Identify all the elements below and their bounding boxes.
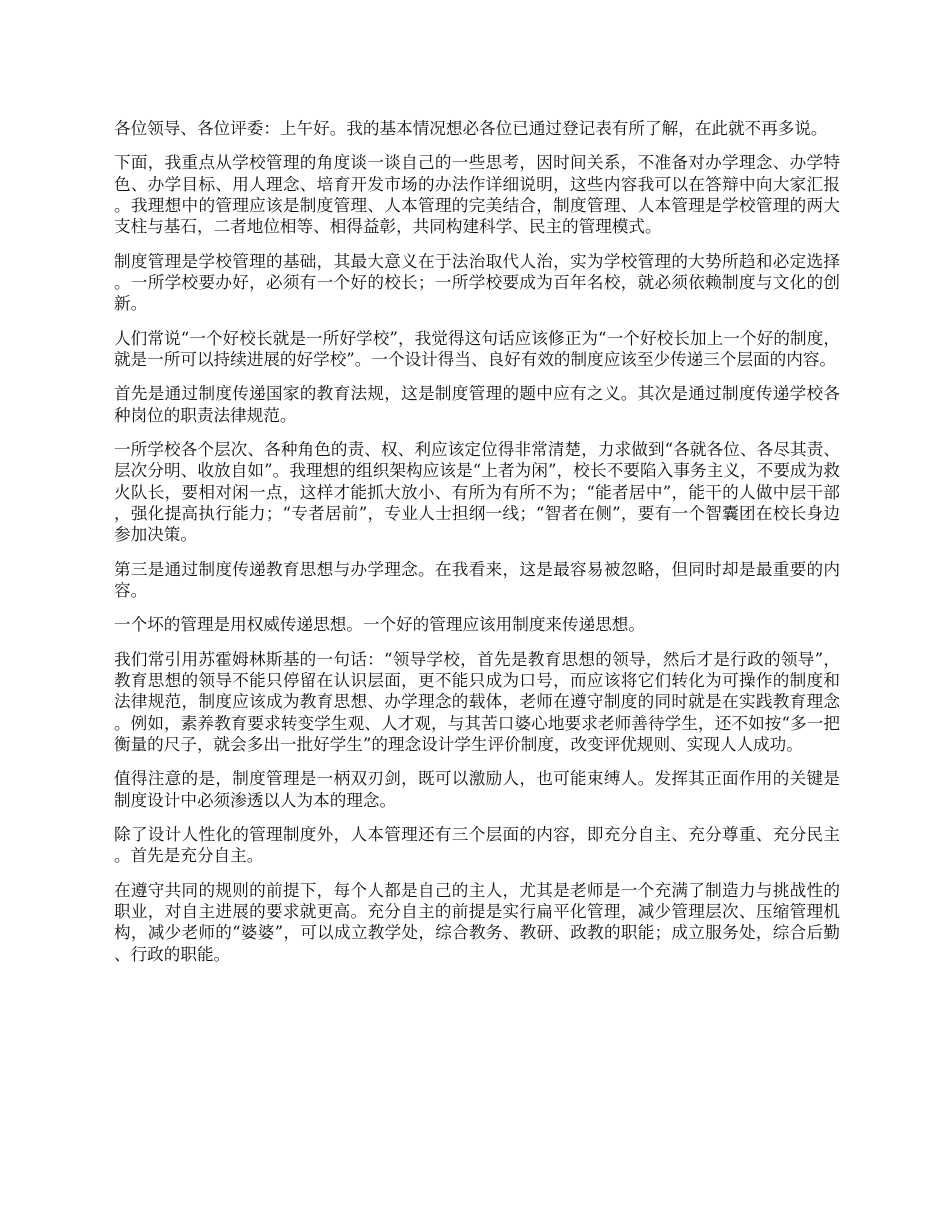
paragraph-6: 一所学校各个层次、各种角色的责、权、利应该定位得非常清楚，力求做到“各就各位、各尽其责、层次分明、收放自如”。我理想的组织架构应该是“上者为闲”，校长不要陷入事务主义，不要成为救火队长，要相对闲一点，这样才能抓大放小、有所为有所不为；“能者居中”，能干的人做中层干部，强化提高执行能力；“专者居前”，专业人士担纲一线；“智者在侧”，要有一个智囊团在校长身边参加决策。 — [114, 439, 840, 545]
paragraph-10: 值得注意的是，制度管理是一柄双刃剑，既可以激励人，也可能束缚人。发挥其正面作用的关键是制度设计中必须渗透以人为本的理念。 — [114, 769, 840, 810]
document-page — [114, 118, 840, 978]
paragraph-3: 制度管理是学校管理的基础，其最大意义在于法治取代人治，实为学校管理的大势所趋和必定选择。一所学校要办好，必须有一个好的校长；一所学校要成为百年名校，就必须依赖制度与文化的创新。 — [114, 251, 840, 314]
paragraph-7: 第三是通过制度传递教育思想与办学理念。在我看来，这是最容易被忽略，但同时却是最重要的内容。 — [114, 559, 840, 601]
paragraph-5: 首先是通过制度传递国家的教育法规，这是制度管理的题中应有之义。其次是通过制度传递学校各种岗位的职责法律规范。 — [114, 384, 840, 425]
paragraph-2: 下面，我重点从学校管理的角度谈一谈自己的一些思考，因时间关系，不准备对办学理念、办学特色、办学目标、用人理念、培育开发市场的办法作详细说明，这些内容我可以在答辩中向大家汇报。我理想中的管理应该是制度管理、人本管理的完美结合，制度管理、人本管理是学校管理的两大支柱与基石，二者地位相等、相得益彰，共同构建科学、民主的管理模式。 — [114, 153, 840, 237]
paragraph-12: 在遵守共同的规则的前提下，每个人都是自己的主人，尤其是老师是一个充满了制造力与挑战性的职业，对自主进展的要求就更高。充分自主的前提是实行扁平化管理，减少管理层次、压缩管理机构，减少老师的“婆婆”，可以成立教学处，综合教务、教研、政教的职能；成立服务处，综合后勤、行政的职能。 — [114, 880, 840, 964]
paragraph-1: 各位领导、各位评委：上午好。我的基本情况想必各位已通过登记表有所了解，在此就不再多说。 — [114, 119, 828, 138]
paragraph-8: 一个坏的管理是用权威传递思想。一个好的管理应该用制度来传递思想。 — [114, 615, 645, 635]
paragraph-11: 除了设计人性化的管理制度外，人本管理还有三个层面的内容，即充分自主、充分尊重、充分民主。首先是充分自主。 — [114, 824, 840, 866]
paragraph-4: 人们常说“一个好校长就是一所好学校”，我觉得这句话应该修正为“一个好校长加上一个好的制度，就是一所可以持续进展的好学校”。一个设计得当、良好有效的制度应该至少传递三个层面的内容。 — [114, 328, 840, 370]
paragraph-9: 我们常引用苏霍姆林斯基的一句话：“领导学校，首先是教育思想的领导，然后才是行政的领导”，教育思想的领导不能只停留在认识层面，更不能只成为口号，而应该将它们转化为可操作的制度和法律规范，制度应该成为教育思想、办学理念的载体，老师在遵守制度的同时就是在实践教育理念。例如，素养教育要求转变学生观、人才观，与其苦口婆心地要求老师善待学生，还不如按“多一把衡量的尺子，就会多出一批好学生”的理念设计学生评价制度，改变评优规则、实现人人成功。 — [114, 649, 840, 755]
